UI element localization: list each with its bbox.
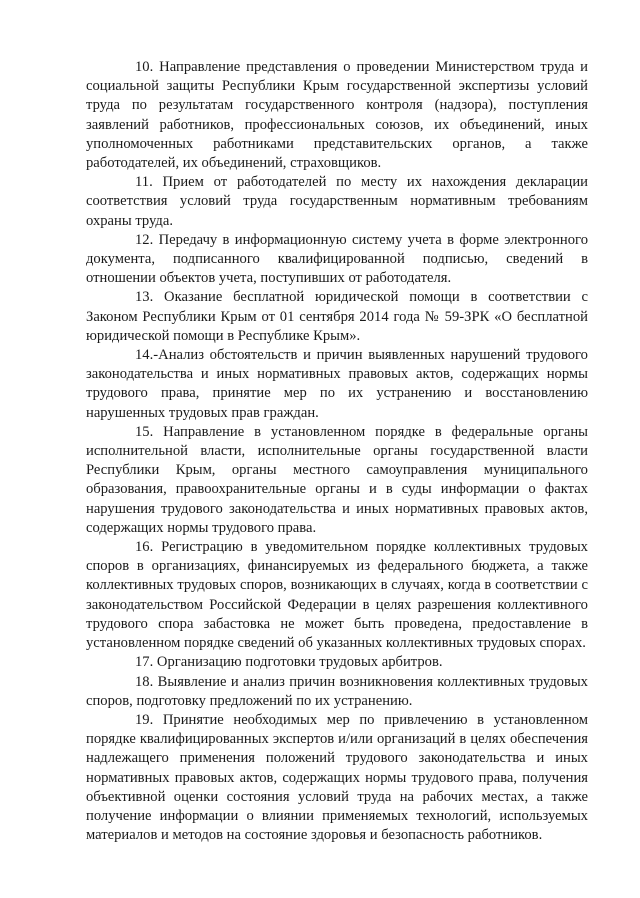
paragraph-item-16: 16. Регистрацию в уведомительном порядке коллективных трудовых споров в организациях, финансируемых из федерального бюджета, а также коллективных трудовых споров, возникающих в случаях, когда в соответствии с законодательством Российской Федерации в целях разрешения коллективного трудового спора забастовка не может быть проведена, предоставление в установленном порядке сведений об указанных коллективных трудовых спорах. [86, 539, 588, 652]
paragraph-item-13: 13. Оказание бесплатной юридической помощи в соответствии с Законом Республики Крым от 01 сентября 2014 года № 59-ЗРК «О бесплатной юридической помощи в Республике Крым». [86, 289, 588, 344]
paragraph-item-18: 18. Выявление и анализ причин возникновения коллективных трудовых споров, подготовку предложений по их устранению. [86, 673, 588, 709]
paragraph-item-15: 15. Направление в установленном порядке в федеральные органы исполнительной власти, исполнительные органы государственной власти Республики Крым, органы местного самоуправления муниципального образования, правоохранительные органы и в суды информации о фактах нарушения трудового законодательства и иных нормативных правовых актов, содержащих нормы трудового права. [86, 423, 588, 536]
paragraph-item-12: 12. Передачу в информационную систему учета в форме электронного документа, подписанного квалифицированной подписью, сведений в отношении объектов учета, поступивших от работодателя. [86, 231, 588, 287]
paragraph-item-19: 19. Принятие необходимых мер по привлечению в установленном порядке квалифицированных экспертов и/или организаций в целях обеспечения надлежащего применения положений трудового законодательства и иных нормативных правовых актов, содержащих нормы трудового права, получения объективной оценки состояния условий труда на рабочих местах, а также получение информации о влиянии применяемых технологий, используемых материалов и методов на состояние здоровья и безопасность работников. [86, 711, 588, 844]
paragraph-item-11: 11. Прием от работодателей по месту их нахождения декларации соответствия условий труда государственным нормативным требованиям охраны труда. [86, 174, 588, 229]
paragraph-item-17: 17. Организацию подготовки трудовых арбитров. [135, 654, 443, 671]
paragraph-item-10: 10. Направление представления о проведении Министерством труда и социальной защиты Республики Крым государственной экспертизы условий труда по результатам государственного контроля (надзора), поступления заявлений работников, профессиональных союзов, их объединений, иных уполномоченных работниками представительских органов, а также работодателей, их объединений, страховщиков. [86, 59, 588, 172]
paragraph-item-14: 14.-Анализ обстоятельств и причин выявленных нарушений трудового законодательства и иных нормативных правовых актов, содержащих нормы трудового права, принятие мер по их устранению и восстановлению нарушенных трудовых прав граждан. [86, 347, 588, 421]
document-body [86, 58, 588, 845]
